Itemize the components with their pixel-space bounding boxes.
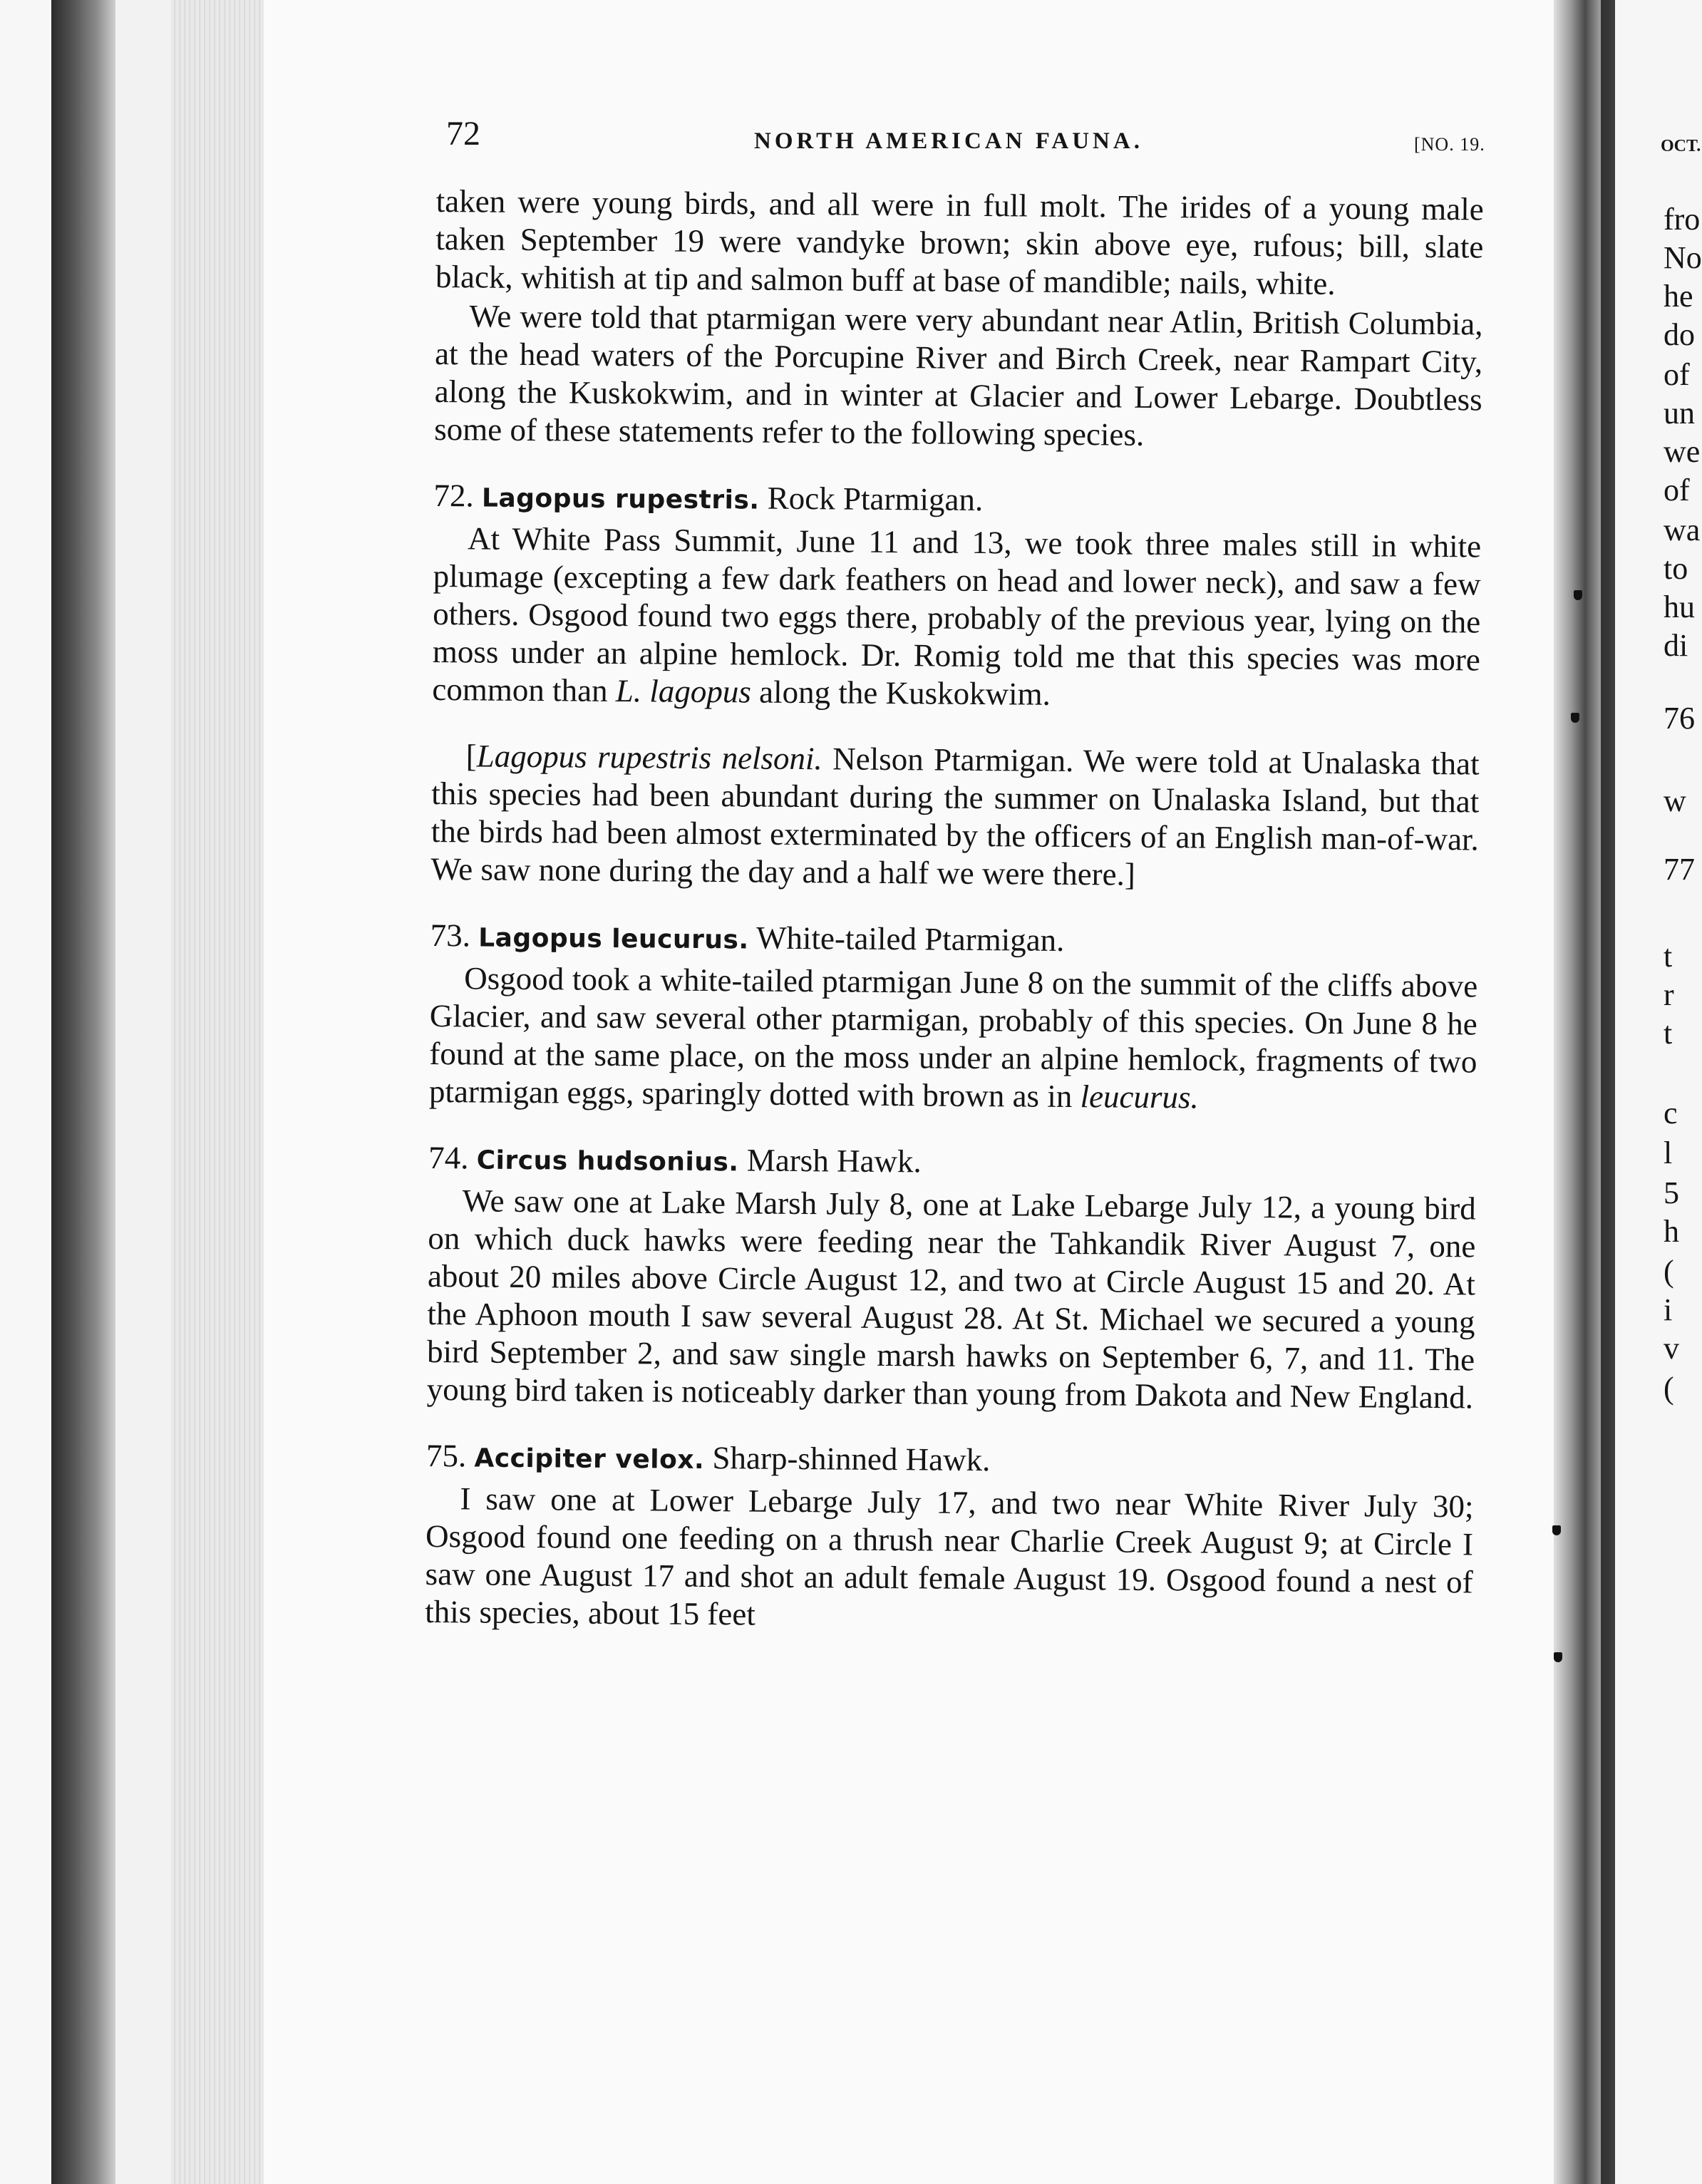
species-account: We saw one at Lake Marsh July 8, one at Lake Lebarge July 12, a young bird on which duck hawks were feeding near the Tahkandik River August 7, one about 20 miles above Circle August 12, and two at Circle August 15 and 20. At the Aphoon mouth I saw several August 28. At St. Michael we secured a young bird September 2, and saw single marsh hawks on September 6, 7, and 11. The young bird taken is noticeably darker than young from Dakota and New England. [426, 1183, 1476, 1416]
species-account [429, 959, 1478, 1119]
facing-page-fragment: w [1664, 783, 1686, 818]
species-number: 74. [428, 1139, 469, 1176]
species-heading [430, 917, 1477, 965]
species-heading [433, 477, 1481, 525]
facing-page-fragment: c [1664, 1096, 1678, 1130]
facing-page-fragment: fro [1664, 202, 1701, 237]
facing-page-fragment: 5 [1664, 1175, 1679, 1210]
facing-page-fragment: un [1664, 396, 1695, 431]
facing-page-fragment: to [1664, 551, 1688, 586]
bracketed-note [430, 737, 1480, 897]
italic-species-reference: L. lagopus [615, 673, 752, 710]
facing-page-fragment: of [1664, 473, 1690, 508]
facing-page-fragment: l [1664, 1135, 1673, 1170]
facing-page-fragment: hu [1664, 589, 1695, 624]
facing-page-fragment: 76 [1664, 701, 1695, 736]
species-account [432, 520, 1481, 717]
facing-page-fragment: 77 [1664, 852, 1695, 887]
species-number: 75. [426, 1437, 467, 1474]
facing-page-fragment: ( [1664, 1254, 1674, 1289]
text-column [425, 182, 1484, 1639]
gutter-mark [1552, 1525, 1561, 1535]
book-left-edge-shadow [51, 0, 115, 2184]
account-text: At White Pass Summit, June 11 and 13, we took three males still in white plumage (excepting a few dark feathers on head and lower neck), and saw a few others. Osgood found two eggs there, probably of the previous year, lying on the moss under an alpine hemlock. Dr. Romig told me that this species was more common than [432, 520, 1482, 709]
note-text: Nelson Ptarmigan. We were told at Unalaska that this species had been abundant during the summer on Unalaska Island, but that the birds had been almost exterminated by the officers of an English man-of-war. We saw none during the day and a half we were there.] [430, 741, 1480, 892]
continuation-paragraph: taken were young birds, and all were in full molt. The irides of a young male taken September 19 were vandyke brown; skin above eye, rufous; bill, slate black, whitish at tip and salmon buff at base of mandible; nails, white. [435, 182, 1484, 302]
facing-page-fragment: h [1664, 1214, 1679, 1249]
gutter-mark [1574, 590, 1582, 600]
page-number: 72 [446, 115, 480, 153]
facing-page-fragment: wa [1664, 512, 1701, 547]
species-number: 73. [430, 917, 471, 954]
species-scientific-name: Accipiter velox. [474, 1443, 705, 1475]
facing-page-edge [1601, 0, 1615, 2184]
series-number: [NO. 19. [1414, 134, 1485, 155]
facing-page-fragment: i [1664, 1292, 1673, 1327]
facing-page-fragment: di [1664, 628, 1688, 663]
species-heading [428, 1139, 1476, 1188]
account-text: along the Kuskokwim. [758, 674, 1051, 712]
facing-page-header: OCT. [1661, 137, 1701, 155]
species-common-name: Marsh Hawk. [746, 1142, 922, 1180]
bracket-open: [ [465, 738, 477, 774]
species-common-name: Sharp-shinned Hawk. [712, 1440, 991, 1478]
facing-page-fragment: r [1664, 977, 1674, 1012]
species-account: I saw one at Lower Lebarge July 17, and two near White River July 30; Osgood found one feeding on a thrush near Charlie Creek August 9; at Circle I saw one August 17 and shot an adult female August 19. Osgood found a nest of this species, about 15 feet [425, 1480, 1474, 1632]
facing-page-fragment: we [1664, 434, 1701, 469]
facing-page-fragment: do [1664, 317, 1695, 352]
facing-page-fragment: No [1664, 240, 1702, 275]
facing-page-fragment: v [1664, 1331, 1679, 1366]
paragraph: We were told that ptarmigan were very abundant near Atlin, British Columbia, at the head waters of the Porcupine River and Birch Creek, near Rampart City, along the Kuskokwim, and in winter at Glacier and Lower Lebarge. Doubtless some of these statements refer to the following species. [434, 298, 1483, 453]
facing-page-fragment: t [1664, 1016, 1673, 1051]
running-title: NORTH AMERICAN FAUNA. [754, 128, 1143, 154]
facing-page-fragment: of [1664, 357, 1690, 392]
species-scientific-name: Lagopus rupestris. [481, 483, 760, 515]
book-left-margin [115, 0, 171, 2184]
species-heading [426, 1437, 1474, 1485]
account-text: Osgood took a white-tailed ptarmigan June 8 on the summit of the cliffs above Glacier, and saw several other ptarmigan, probably of this species. On June 8 he found at the same place, on the moss under an alpine hemlock, fragments of two ptarmigan eggs, sparingly dotted with brown as in [428, 960, 1478, 1115]
facing-page-fragment: t [1664, 939, 1673, 974]
species-scientific-name: Lagopus leucurus. [478, 923, 749, 955]
gutter-mark [1554, 1652, 1562, 1662]
species-number: 72. [433, 477, 474, 514]
species-scientific-name: Circus hudsonius. [476, 1145, 739, 1178]
facing-page-fragment: ( [1664, 1371, 1674, 1406]
species-common-name: White-tailed Ptarmigan. [755, 920, 1065, 958]
page-stack-edges [171, 0, 264, 2184]
italic-subspecies-name: Lagopus rupestris nelsoni. [476, 738, 823, 777]
species-common-name: Rock Ptarmigan. [767, 480, 984, 518]
gutter-mark [1571, 713, 1579, 723]
italic-species-reference: leucurus. [1080, 1078, 1199, 1116]
facing-page-fragment: he [1664, 279, 1693, 314]
